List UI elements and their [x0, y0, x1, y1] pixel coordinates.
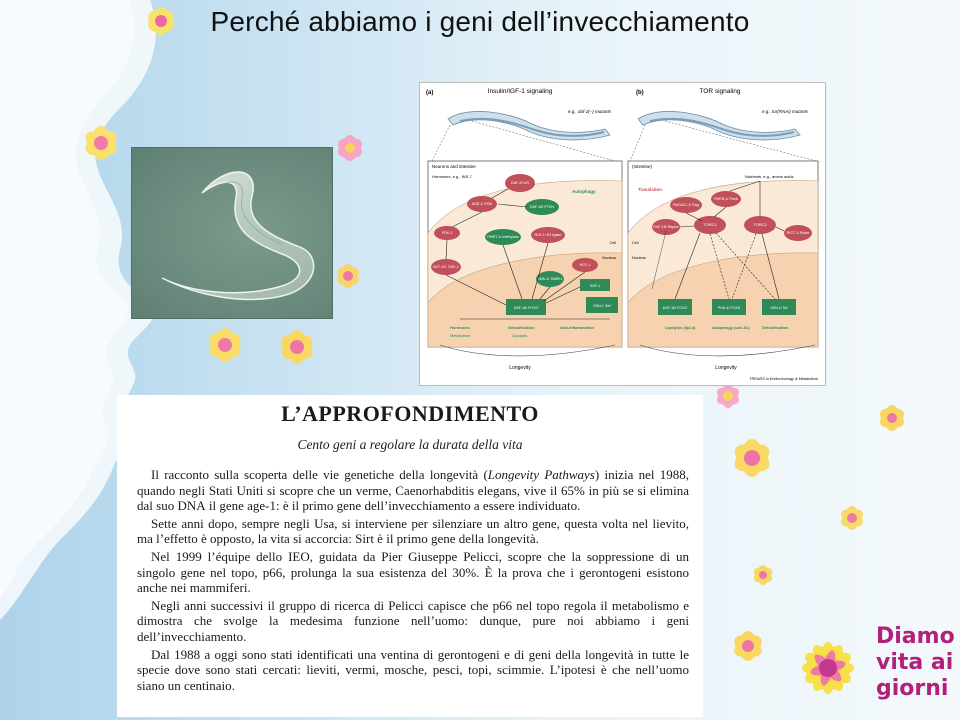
svg-text:DAF-2/ InR: DAF-2/ InR	[511, 181, 529, 185]
panel-a	[426, 88, 622, 371]
logo-text	[876, 624, 960, 702]
node	[506, 299, 546, 315]
output: Detoxification	[508, 325, 535, 330]
node	[525, 199, 559, 215]
flower-decoration	[726, 624, 770, 668]
flower-decoration	[748, 560, 778, 590]
panel-b-mutant: e.g., tor(RNAi) mutants	[762, 109, 809, 114]
svg-text:DAF-16/ FOXO: DAF-16/ FOXO	[513, 306, 539, 310]
output: Metabolism	[450, 333, 471, 338]
logo-line: Diamo	[876, 624, 955, 649]
logo-line: vita ai	[876, 650, 954, 675]
panel-b-letter: (b)	[636, 90, 644, 96]
svg-text:AGE-1/ PI3K: AGE-1/ PI3K	[471, 202, 493, 206]
article-paragraph: Sette anni dopo, sempre negli Usa, si interviene per silenziare un altro gene, questa volta nel lievito, ma l’effetto è opposto, la vita si accorcia: Sirt è il primo gene della longevità.	[137, 515, 689, 547]
flower-decoration	[272, 322, 322, 372]
logo-line: giorni	[876, 676, 949, 701]
panel-b-nucleus-label: Nucleus	[632, 256, 646, 260]
node	[485, 229, 521, 245]
article-clipping	[117, 395, 703, 717]
panel-a-nucleus-label: Nucleus	[602, 256, 616, 260]
svg-text:SKN-1/ Nrf: SKN-1/ Nrf	[770, 306, 788, 310]
panel-a-region: Neurons and intestine	[432, 164, 476, 169]
signaling-pathway-figure	[419, 82, 826, 386]
logo-flower-icon	[801, 641, 855, 695]
article-paragraph: Dal 1988 a oggi sono stati identificati una ventina di gerontogeni e di geni della longevità in tutte le specie dove sono stati cercati: lieviti, vermi, mosche, pesci, topi, scimmie. L’ipotesi è che nell’uomo siano un centinaio.	[137, 646, 689, 693]
node	[784, 225, 812, 241]
svg-text:TORC1: TORC1	[703, 222, 717, 227]
output: Anti-inflammation	[560, 325, 594, 330]
figure-credit: TRENDS in Endocrinology & Metabolism	[749, 377, 818, 381]
svg-text:SKN-1 /Nrf: SKN-1 /Nrf	[593, 304, 611, 308]
svg-text:RAGA/C-1/ Rag: RAGA/C-1/ Rag	[673, 203, 699, 207]
svg-text:RLE-1/ E3 ligase: RLE-1/ E3 ligase	[534, 233, 562, 237]
node	[434, 226, 460, 240]
svg-text:DAF-15/ Raptor: DAF-15/ Raptor	[653, 225, 679, 229]
svg-text:TORC2: TORC2	[753, 222, 767, 227]
node	[658, 299, 692, 315]
node	[652, 219, 680, 235]
panel-a-mutant: e.g., daf-2(–) mutants	[568, 109, 612, 114]
article-paragraph: Negli anni successivi il gruppo di ricerca di Pelicci capisce che p66 nel topo regola il metabolismo e dimostra che svolge la medesima funzione nell’uomo: dunque, pure noi abbiamo i geni dell’invecchiamento.	[137, 597, 689, 644]
panel-a-letter: (a)	[426, 90, 434, 96]
panel-b-longevity: Longevity	[715, 365, 737, 371]
panel-b-title: TOR signaling	[699, 88, 741, 95]
node	[531, 227, 565, 243]
svg-text:HSF-1: HSF-1	[589, 284, 601, 288]
flower-decoration	[330, 258, 366, 294]
node	[505, 174, 535, 192]
output: Lipolysis	[512, 333, 528, 338]
output: Hormones	[450, 325, 470, 330]
flower-decoration	[872, 398, 912, 438]
flower-decoration	[200, 320, 250, 370]
svg-text:PHA-4/ FOXA: PHA-4/ FOXA	[717, 306, 741, 310]
slide-title: Perché abbiamo i geni dell’invecchiamento	[210, 6, 750, 37]
flower-decoration	[724, 430, 780, 486]
svg-text:AKT-1/2, SGK-1: AKT-1/2, SGK-1	[433, 265, 459, 269]
panel-b-region: (Intestine)	[632, 164, 653, 169]
panel-b-translation: Translation	[638, 187, 663, 192]
panel-a-title: Insulin/IGF-1 signaling	[487, 88, 553, 95]
node	[762, 299, 796, 315]
output: Detoxification	[762, 325, 789, 330]
article-paragraph: Il racconto sulla scoperta delle vie genetiche della longevità (Longevity Pathways) inizia nel 1988, quando negli Stati Uniti si scopre che un verme, Caenorhabditis elegans, vive il 65% in più se si elimina dal suo DNA il gene age-1: è il primo gene dell’invecchiamento a essere individuato.	[137, 467, 689, 514]
svg-text:DAF-18/ PTEN: DAF-18/ PTEN	[530, 205, 554, 209]
svg-text:SMK-1/ SMEK1: SMK-1/ SMEK1	[537, 277, 563, 281]
node	[694, 216, 726, 234]
node	[670, 197, 702, 213]
output: Lipolysis (lipl-4)	[665, 325, 696, 330]
panel-a-autophagy: Autophagy	[572, 189, 596, 194]
svg-text:HCF-1: HCF-1	[579, 263, 591, 267]
node	[536, 271, 564, 287]
panel-b	[628, 88, 818, 371]
node	[431, 259, 461, 275]
panel-a-longevity: Longevity	[509, 365, 531, 371]
node	[586, 297, 618, 313]
article-subtitle: Cento geni a regolare la durata della vita	[297, 437, 523, 452]
output: Autophagy (unc-51)	[712, 325, 750, 330]
article-paragraph: Nel 1999 l’équipe dello IEO, guidata da Pier Giuseppe Pelicci, scopre che la soppressione di un singolo gene nel topo, p66, prolunga la sua esistenza del 30%. È la prova che i gerontogeni esistono anche nei mammiferi.	[137, 548, 689, 596]
article-body	[137, 467, 689, 695]
panel-b-cell-label: Cell	[632, 241, 639, 245]
node	[580, 279, 610, 291]
node	[712, 299, 746, 315]
flower-decoration	[76, 118, 126, 168]
flower-decoration	[330, 128, 370, 168]
panel-a-hormones: Hormones, e.g., INS-7	[432, 174, 472, 179]
worm-micrograph-image	[132, 148, 332, 318]
node	[711, 191, 741, 207]
svg-text:PMRT-1/ methylase: PMRT-1/ methylase	[487, 235, 519, 239]
panel-b-nutrients: Nutrients, e.g., amino acids	[745, 174, 794, 179]
svg-text:RHEB-1/ Rheb: RHEB-1/ Rheb	[714, 197, 738, 201]
svg-text:RICT-1/ Rictor: RICT-1/ Rictor	[786, 231, 810, 235]
node	[467, 196, 497, 212]
node	[744, 216, 776, 234]
flower-decoration	[834, 500, 870, 536]
node	[572, 258, 598, 272]
panel-a-cell-label: Cell	[609, 241, 616, 245]
article-heading: L’APPROFONDIMENTO	[281, 401, 539, 426]
svg-text:PDK-1: PDK-1	[441, 231, 453, 235]
svg-text:DAF-16/ FOXO: DAF-16/ FOXO	[662, 306, 688, 310]
